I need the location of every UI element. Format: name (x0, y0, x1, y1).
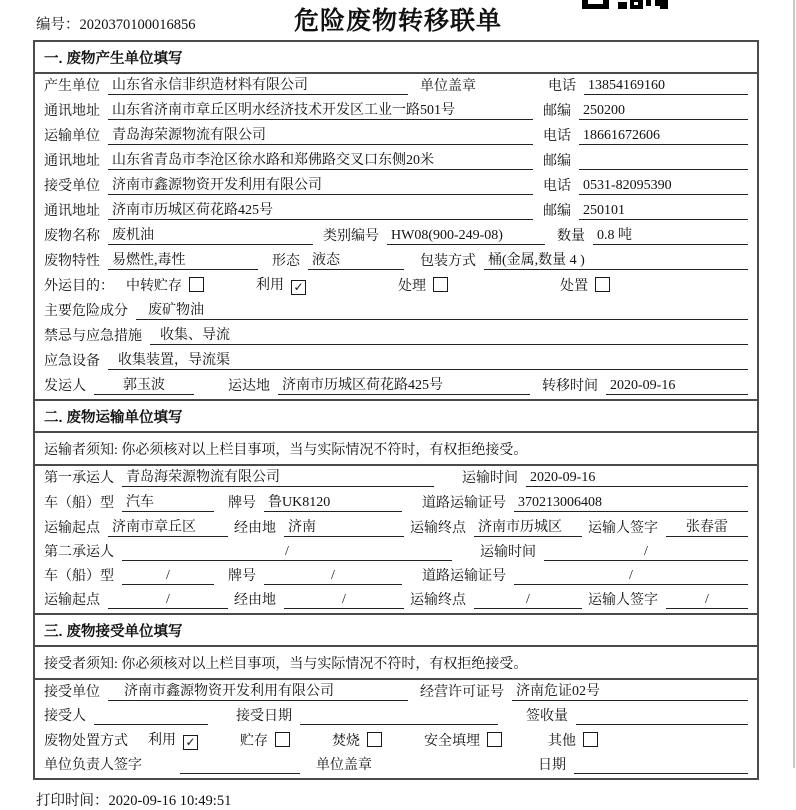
purpose-option (560, 275, 610, 295)
waste-qty-value: 0.8 吨 (593, 224, 748, 245)
phone-label: 电话 (548, 79, 576, 94)
producer-value: 山东省永信非织造材料有限公司 (108, 74, 408, 95)
received-qty-label: 签收量 (526, 709, 568, 724)
route-end-label: 运输终点 (410, 593, 466, 608)
route-start-label: 运输起点 (44, 521, 100, 536)
doc-number-value: 2020370100016856 (79, 17, 196, 33)
route2-row (35, 589, 757, 613)
permit-label: 道路运输证号 (422, 496, 506, 511)
waste-props-value: 易燃性,毒性 (108, 249, 258, 270)
purpose-option (398, 275, 448, 295)
route-end-value: 济南市历城区 (474, 516, 582, 537)
purpose-option (256, 274, 306, 295)
producer-phone-value: 13854169160 (584, 78, 748, 95)
carrier1-value: 青岛海荣源物流有限公司 (122, 466, 434, 487)
route-start-value: 济南市章丘区 (108, 516, 228, 537)
route-start-value: / (108, 592, 228, 609)
document-header (0, 0, 796, 40)
plate-value: / (264, 568, 402, 585)
page-scan-edge (793, 0, 795, 768)
route-via-label: 经由地 (234, 521, 276, 536)
disposal-option (240, 730, 290, 750)
hazard-row (35, 299, 757, 324)
producer-label: 产生单位 (44, 79, 100, 94)
transport-time-label: 运输时间 (462, 471, 518, 486)
address-label: 通讯地址 (44, 204, 100, 219)
acceptor-label: 接受人 (44, 709, 86, 724)
checkbox-icon (367, 732, 382, 747)
carrier2-label: 第二承运人 (44, 545, 114, 560)
waste-props-label: 废物特性 (44, 254, 100, 269)
acceptor-value (94, 724, 208, 725)
transporter-phone-value: 18661672606 (579, 128, 748, 145)
vehicle2-row (35, 565, 757, 589)
accepting-unit-label: 接受单位 (44, 685, 100, 700)
route-end-value: / (474, 592, 582, 609)
section3-header: 三. 废物接受单位填写 (35, 613, 757, 647)
waste-name-row (35, 224, 757, 249)
address-label: 通讯地址 (44, 154, 100, 169)
qr-code-fragment-icon (582, 0, 670, 10)
route-via-label: 经由地 (234, 593, 276, 608)
option-label: 贮存 (240, 734, 268, 749)
transporter-zip-value (579, 169, 748, 170)
option-label: 安全填埋 (424, 734, 480, 749)
print-time-value: 2020-09-16 10:49:51 (108, 793, 232, 809)
carrier1-row (35, 466, 757, 491)
date-value (574, 773, 748, 774)
receiver-value: 济南市鑫源物资开发利用有限公司 (108, 174, 533, 195)
producer-address-value: 山东省济南市章丘区明水经济技术开发区工业一路501号 (108, 99, 533, 120)
producer-address-row (35, 99, 757, 124)
responsible-sign-label: 单位负责人签字 (44, 758, 142, 773)
disposal-row (35, 729, 757, 754)
emergency-measures-label: 禁忌与应急措施 (44, 329, 142, 344)
producer-row (35, 74, 757, 99)
waste-code-label: 类别编号 (323, 229, 379, 244)
destination-value: 济南市历城区荷花路425号 (278, 374, 530, 395)
disposal-option (148, 729, 198, 750)
pack-label: 包装方式 (420, 254, 476, 269)
emergency-equipment-value: 收集装置，导流渠 (108, 349, 748, 370)
page-title: 危险废物转移联单 (293, 7, 502, 35)
acceptance-row (35, 705, 757, 729)
license-value: 济南危证02号 (512, 680, 748, 701)
checkbox-icon (583, 732, 598, 747)
transport-time-value: / (544, 544, 748, 561)
shipper-row (35, 374, 757, 399)
waste-form-value: 液态 (308, 249, 404, 270)
carrier1-label: 第一承运人 (44, 471, 114, 486)
emergency-equipment-label: 应急设备 (44, 354, 100, 369)
receiver-address-row (35, 199, 757, 224)
option-label: 处置 (560, 279, 588, 294)
checkbox-icon (433, 277, 448, 292)
checkbox-icon (487, 732, 502, 747)
disposal-option (332, 730, 382, 750)
pack-value: 桶(金属,数量 4 ) (484, 249, 748, 270)
carrier2-value: / (122, 544, 452, 561)
carrier-sign-label: 运输人签字 (588, 521, 658, 536)
plate-label: 牌号 (228, 496, 256, 511)
print-time (36, 789, 796, 810)
route1-row (35, 516, 757, 541)
shipper-label: 发运人 (44, 379, 86, 394)
notice-text: 你必须核对以上栏目事项，当与实际情况不符时，有权拒绝接受。 (121, 443, 528, 458)
purpose-label: 外运目的： (44, 279, 114, 294)
waste-code-value: HW08(900-249-08) (387, 228, 545, 245)
purpose-row (35, 274, 757, 299)
waste-form-label: 形态 (272, 254, 300, 269)
address-label: 通讯地址 (44, 104, 100, 119)
emergency-measures-row (35, 324, 757, 349)
carrier-sign-value: 张春雷 (666, 516, 748, 537)
accept-date-value (300, 724, 498, 725)
carrier2-row (35, 541, 757, 565)
option-label: 利用 (256, 278, 284, 293)
vehicle1-row (35, 491, 757, 516)
section3-notice (35, 647, 757, 680)
phone-label: 电话 (543, 179, 571, 194)
date-label: 日期 (538, 758, 566, 773)
transfer-time-value: 2020-09-16 (606, 378, 748, 395)
receiver-label: 接受单位 (44, 179, 100, 194)
permit-value: 370213006408 (514, 495, 748, 512)
plate-value: 鲁UK8120 (264, 491, 402, 512)
permit-value: / (514, 568, 748, 585)
option-label: 处理 (398, 279, 426, 294)
print-time-label: 打印时间： (36, 793, 109, 809)
emergency-equipment-row (35, 349, 757, 374)
checkbox-checked-icon: ✓ (183, 735, 198, 750)
waste-props-row (35, 249, 757, 274)
option-label: 焚烧 (332, 734, 360, 749)
accepting-unit-value: 济南市鑫源物资开发利用有限公司 (108, 680, 408, 701)
vehicle-type-label: 车（船）型 (44, 569, 114, 584)
disposal-option (548, 730, 598, 750)
transfer-form (33, 40, 759, 780)
option-label: 中转贮存 (126, 279, 182, 294)
emergency-measures-value: 收集、导流 (150, 324, 748, 345)
carrier-sign-label: 运输人签字 (588, 593, 658, 608)
purpose-option (126, 275, 204, 295)
notice-label: 接受者须知: (44, 657, 118, 672)
route-via-value: 济南 (284, 516, 404, 537)
carrier-sign-value: / (666, 592, 748, 609)
transporter-row (35, 124, 757, 149)
shipper-value: 郭玉波 (94, 374, 194, 395)
accept-date-label: 接受日期 (236, 709, 292, 724)
vehicle-type-label: 车（船）型 (44, 496, 114, 511)
zip-label: 邮编 (543, 204, 571, 219)
receiver-row (35, 174, 757, 199)
accepting-unit-row (35, 680, 757, 705)
disposal-option (424, 730, 502, 750)
checkbox-icon (595, 277, 610, 292)
vehicle-type-value: / (122, 568, 214, 585)
zip-label: 邮编 (543, 104, 571, 119)
section2-header: 二. 废物运输单位填写 (35, 399, 757, 433)
route-start-label: 运输起点 (44, 593, 100, 608)
disposal-label: 废物处置方式 (44, 734, 128, 749)
doc-number-label: 编号： (36, 17, 80, 33)
waste-name-value: 废机油 (108, 224, 313, 245)
received-qty-value (576, 724, 748, 725)
transport-time-label: 运输时间 (480, 545, 536, 560)
notice-label: 运输者须知: (44, 443, 118, 458)
waste-name-label: 废物名称 (44, 229, 100, 244)
destination-label: 运达地 (228, 379, 270, 394)
section2-notice (35, 433, 757, 466)
section1-header: 一. 废物产生单位填写 (35, 42, 757, 74)
plate-label: 牌号 (228, 569, 256, 584)
route-via-value: / (284, 592, 404, 609)
seal-label: 单位盖章 (420, 79, 476, 94)
waste-qty-label: 数量 (557, 229, 585, 244)
license-label: 经营许可证号 (420, 685, 504, 700)
vehicle-type-value: 汽车 (122, 491, 214, 512)
permit-label: 道路运输证号 (422, 569, 506, 584)
transporter-address-row (35, 149, 757, 174)
option-label: 利用 (148, 733, 176, 748)
transporter-value: 青岛海荣源物流有限公司 (108, 124, 533, 145)
transporter-label: 运输单位 (44, 129, 100, 144)
checkbox-icon (189, 277, 204, 292)
transporter-address-value: 山东省青岛市李沧区徐水路和郑佛路交叉口东侧20米 (108, 149, 533, 170)
receiver-zip-value: 250101 (579, 203, 748, 220)
checkbox-checked-icon: ✓ (291, 280, 306, 295)
zip-label: 邮编 (543, 154, 571, 169)
route-end-label: 运输终点 (410, 521, 466, 536)
seal-label: 单位盖章 (316, 758, 372, 773)
phone-label: 电话 (543, 129, 571, 144)
hazard-value: 废矿物油 (136, 299, 748, 320)
responsible-sign-value (180, 773, 300, 774)
receiver-address-value: 济南市历城区荷花路425号 (108, 199, 533, 220)
option-label: 其他 (548, 734, 576, 749)
signature-row (35, 754, 757, 778)
notice-text: 你必须核对以上栏目事项，当与实际情况不符时，有权拒绝接受。 (121, 657, 528, 672)
transfer-time-label: 转移时间 (542, 379, 598, 394)
producer-zip-value: 250200 (579, 103, 748, 120)
hazard-label: 主要危险成分 (44, 304, 128, 319)
checkbox-icon (275, 732, 290, 747)
receiver-phone-value: 0531-82095390 (579, 178, 748, 195)
transport-time-value: 2020-09-16 (526, 470, 748, 487)
